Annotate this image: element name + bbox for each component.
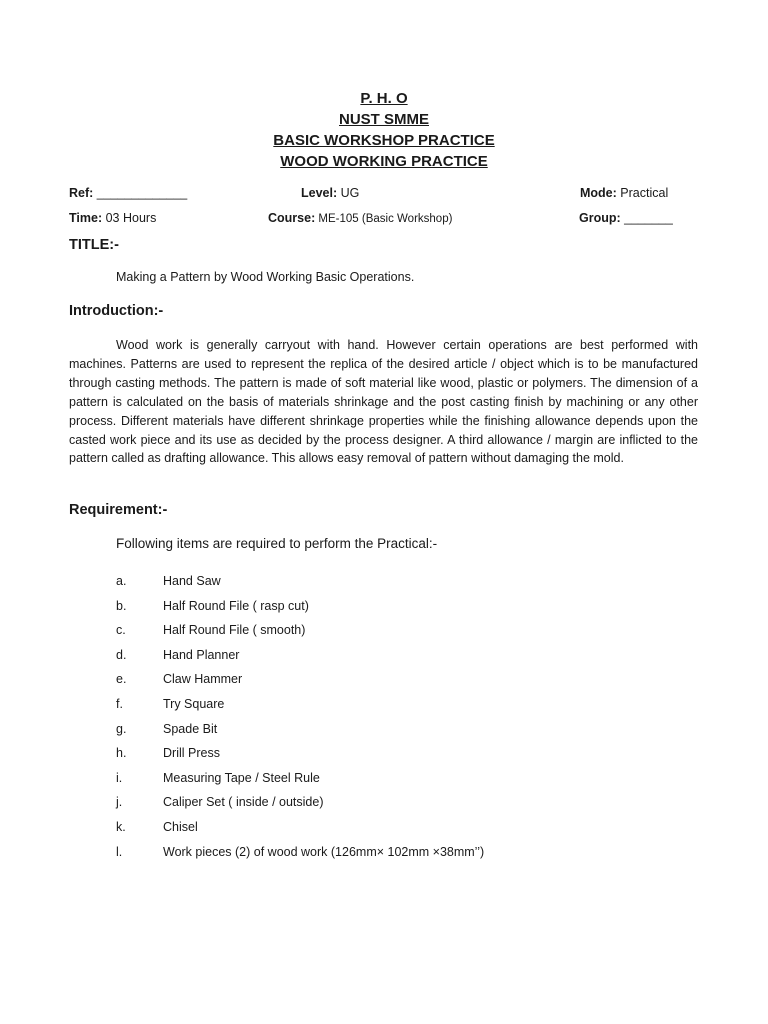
list-marker: g. <box>116 721 127 736</box>
list-item-text: Caliper Set ( inside / outside) <box>163 795 324 810</box>
header-line-pho: P. H. O <box>360 90 408 107</box>
meta-group <box>579 210 673 226</box>
requirement-list <box>116 573 616 868</box>
list-item-text: Drill Press <box>163 746 220 761</box>
meta-ref-label: Ref: <box>69 186 94 200</box>
requirement-lead: Following items are required to perform the Practical:- <box>116 536 438 551</box>
list-marker: b. <box>116 598 127 613</box>
list-item-text: Spade Bit <box>163 721 218 736</box>
meta-level-label: Level: <box>301 186 338 200</box>
meta-course-label: Course: <box>268 211 316 225</box>
list-item <box>116 573 616 598</box>
title-text: Making a Pattern by Wood Working Basic Operations. <box>116 270 415 284</box>
header-line-practice-title: WOOD WORKING PRACTICE <box>280 153 488 170</box>
meta-course <box>268 210 452 227</box>
list-marker: k. <box>116 819 126 834</box>
header-line-course-title: BASIC WORKSHOP PRACTICE <box>273 132 495 149</box>
list-marker: d. <box>116 647 127 662</box>
introduction-heading: Introduction:- <box>69 303 164 319</box>
list-item-text: Hand Saw <box>163 574 221 588</box>
list-item-text: Hand Planner <box>163 647 240 662</box>
meta-time <box>69 210 156 226</box>
list-marker: i. <box>116 770 123 785</box>
meta-level <box>301 185 359 201</box>
meta-mode <box>580 185 668 201</box>
list-item-text: Work pieces (2) of wood work (126mm× 102mm ×38mm’’) <box>163 844 485 859</box>
list-item <box>116 598 616 623</box>
list-item-text: Try Square <box>163 696 225 711</box>
list-item <box>116 770 616 795</box>
list-marker: e. <box>116 672 127 687</box>
list-item <box>116 745 616 770</box>
meta-time-label: Time: <box>69 211 103 225</box>
meta-course-value: ME-105 (Basic Workshop) <box>315 213 453 225</box>
list-marker: c. <box>116 623 126 638</box>
requirement-heading: Requirement:- <box>69 502 168 518</box>
list-item <box>116 844 616 869</box>
list-marker: a. <box>116 574 127 588</box>
list-marker: j. <box>116 795 123 810</box>
list-item-text: Half Round File ( smooth) <box>163 623 306 638</box>
list-item <box>116 696 616 721</box>
title-heading: TITLE:- <box>69 237 119 253</box>
list-item <box>116 794 616 819</box>
list-item <box>116 721 616 746</box>
meta-ref <box>69 185 187 201</box>
meta-group-label: Group: <box>579 211 621 225</box>
list-marker: h. <box>116 746 127 761</box>
list-marker: f. <box>116 696 123 711</box>
list-item <box>116 819 616 844</box>
meta-group-value: _______ <box>620 211 673 225</box>
list-item <box>116 622 616 647</box>
list-marker: l. <box>116 844 123 859</box>
list-item-text: Chisel <box>163 819 198 834</box>
meta-ref-value: _____________ <box>93 186 188 200</box>
meta-time-value: 03 Hours <box>102 211 157 225</box>
meta-mode-label: Mode: <box>580 186 617 200</box>
list-item <box>116 647 616 672</box>
meta-level-value: UG <box>337 186 360 200</box>
list-item-text: Claw Hammer <box>163 672 243 687</box>
list-item <box>116 671 616 696</box>
meta-mode-value: Practical <box>616 186 669 200</box>
header-line-institution: NUST SMME <box>339 111 429 128</box>
list-item-text: Half Round File ( rasp cut) <box>163 598 309 613</box>
list-item-text: Measuring Tape / Steel Rule <box>163 770 320 785</box>
introduction-paragraph: Wood work is generally carryout with hand. However certain operations are best performed with machines. Patterns are used to represent the replica of the desired article / object which is to be manufactured through casting methods. The pattern is made of soft material like wood, plastic or polymers. The dimension of a pattern is calculated on the basis of materials shrinkage and the post casting finish by machining or any other process. Different materials have different shrinkage properties while the finishing allowance depends upon the casted work piece and its use as decided by the process designer. A third allowance / margin are inflicted to the pattern called as drafting allowance. This allows easy removal of pattern without damaging the mold. <box>69 338 698 466</box>
